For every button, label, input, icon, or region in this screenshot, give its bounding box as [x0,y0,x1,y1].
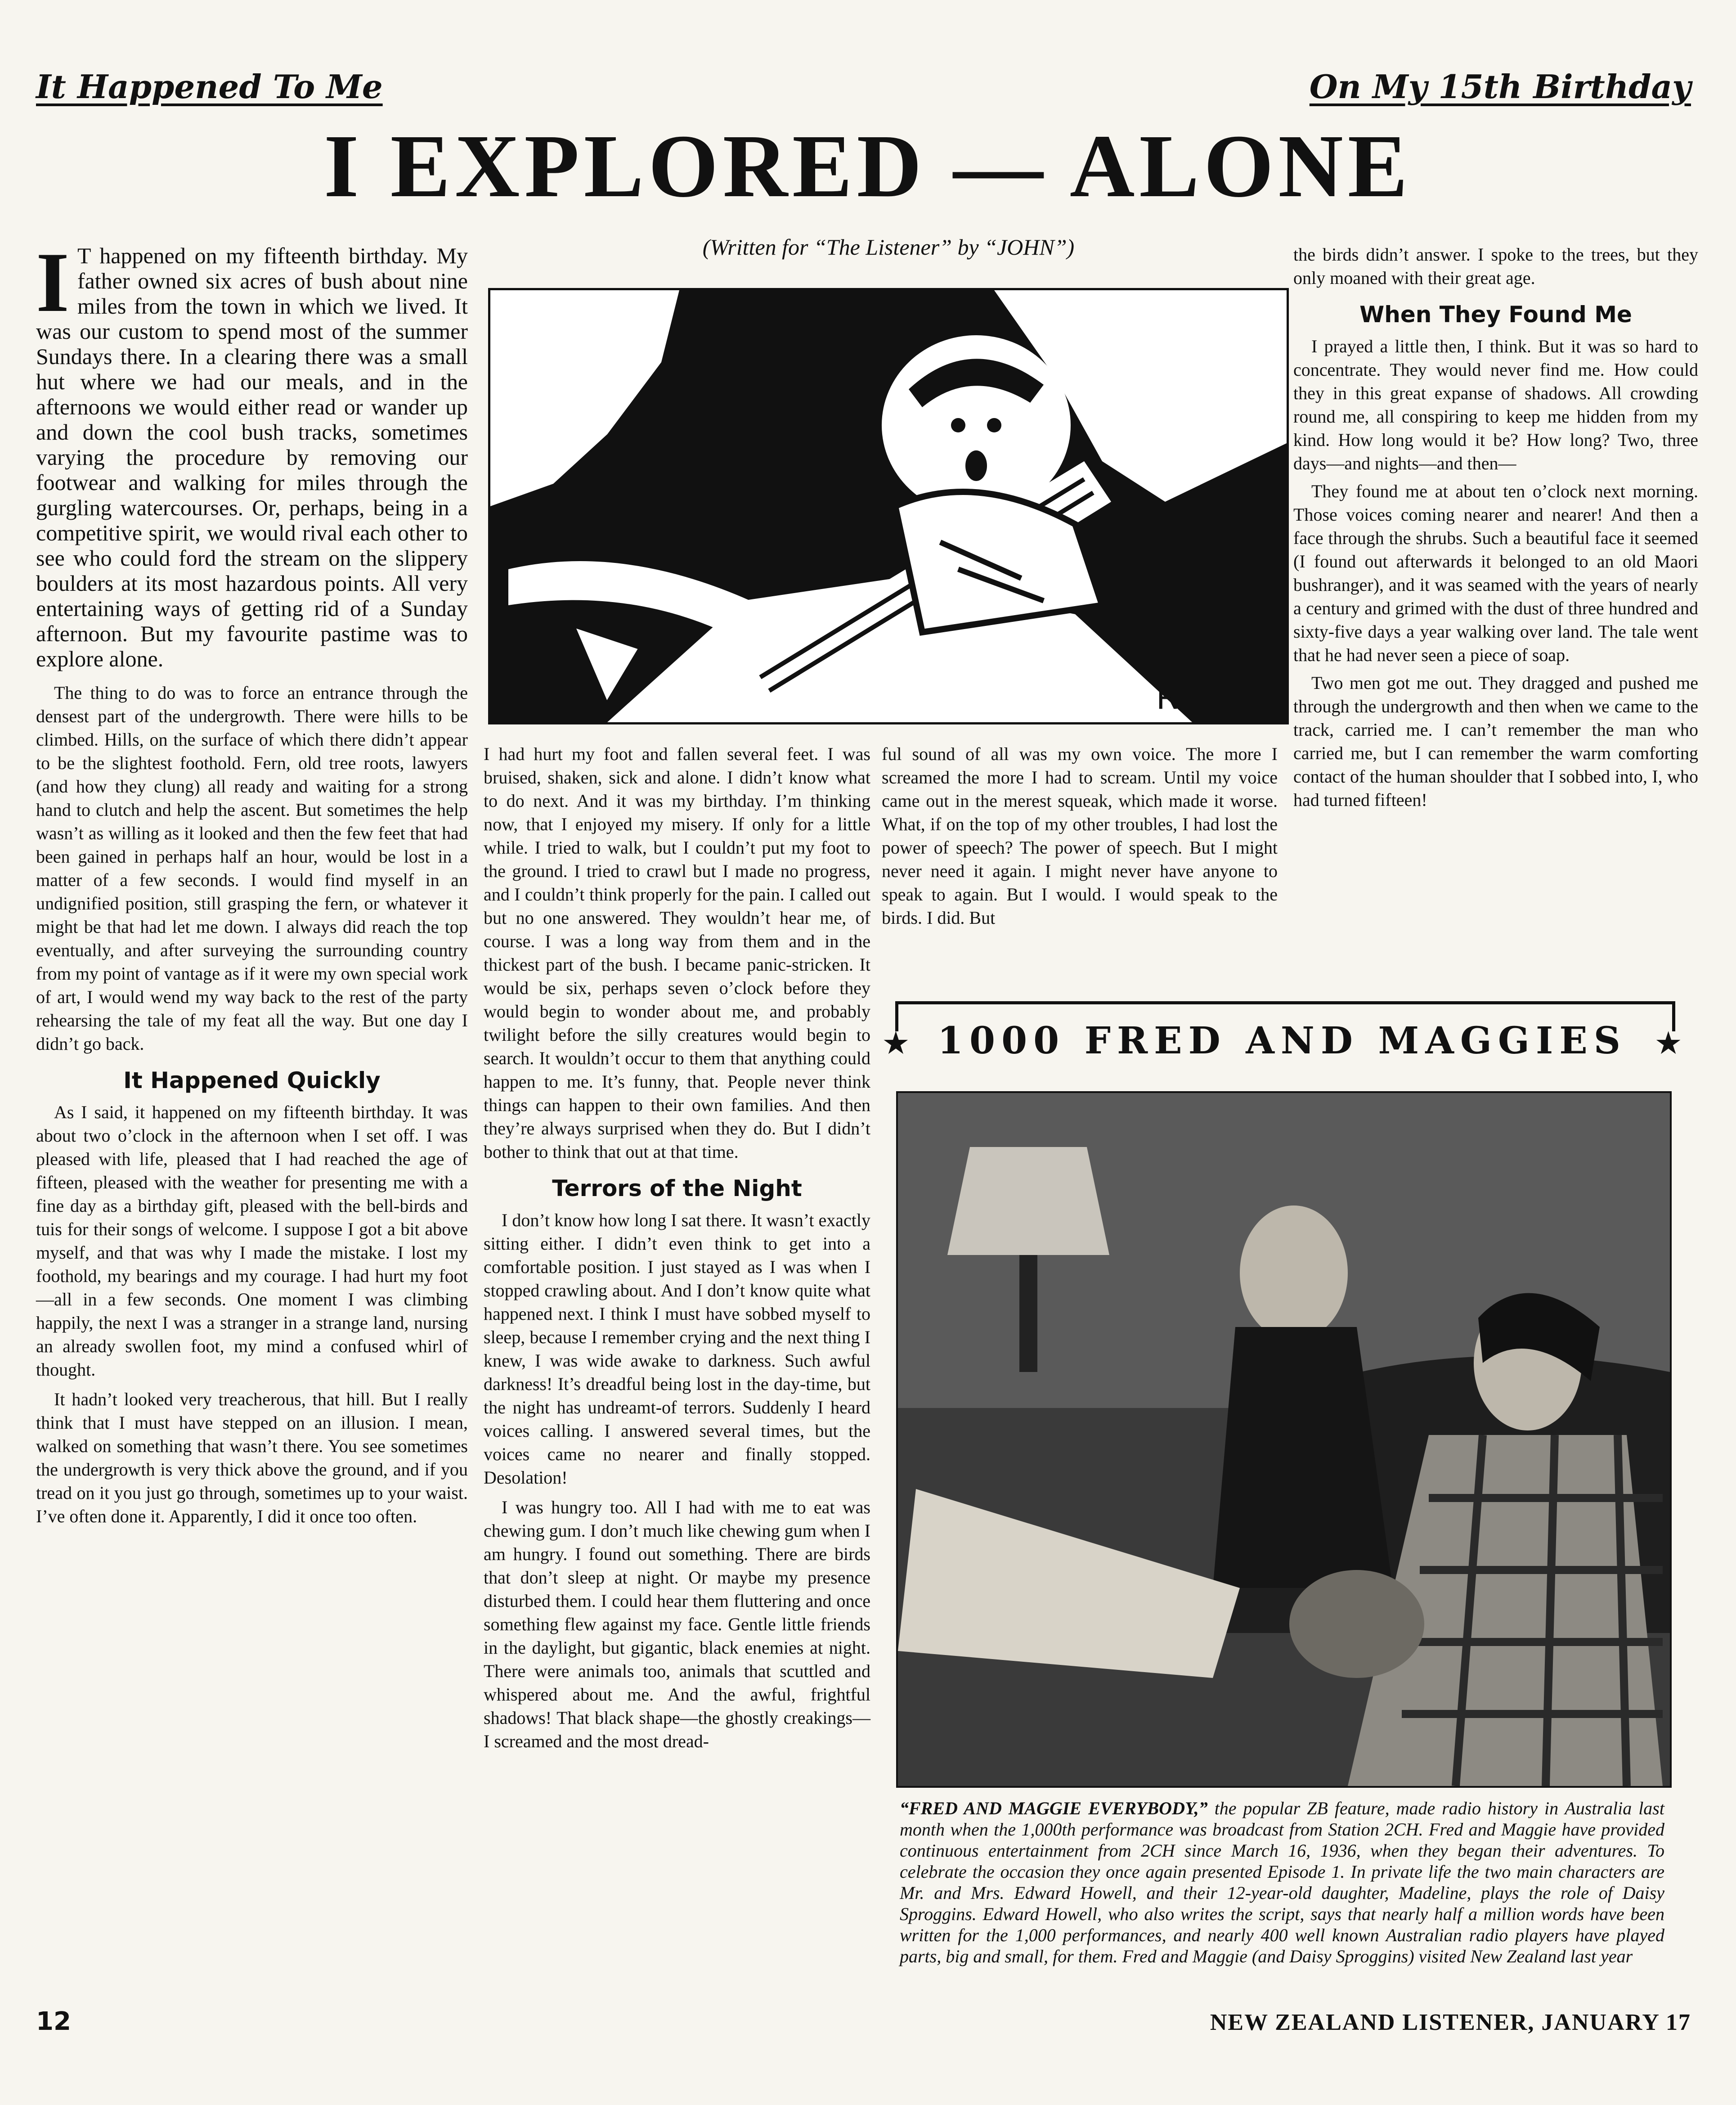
story-illustration [488,288,1289,724]
story-column-2 [484,742,870,1753]
page-number: 12 [36,2007,71,2036]
story-paragraph: the birds didn’t answer. I spoke to the trees, but they only moaned with their great age. [1293,244,1698,288]
caption-body: the popular ZB feature, made radio history in Australia last month when the 1,000th performance was broadcast from Station 2CH. Fred and Maggie have provided continuous entertainment from 2CH since March 16, 1936, when they began their adventures. To celebrate the occasion they once again presented Episode 1. In private life the two main characters are Mr. and Mrs. Edward Howell, and their 12-year-old daughter, Madeline, plays the role of Daisy Sproggins. Edward Howell, who also writes the script, says that nearly half a million words have been written for the 1,000 performances, and nearly 400 well known Australian radio players have played parts, big and small, for them. Fred and Maggie (and Daisy Sproggins) visited New Zealand last year [900,1798,1664,1966]
drop-cap: I [36,235,69,330]
story-paragraph: It hadn’t looked very treacherous, that hill. But I really think that I must have stepped on an illusion. I mean, walked on something that wasn’t there. You see sometimes the undergrowth is very thick above the ground, and if you tread on it you just go through, sometimes up to your waist. I’ve often done it. Apparently, I did it once too often. [36,1389,468,1526]
story-paragraph: They found me at about ten o’clock next morning. Those voices coming nearer and nearer! And then a face through the shrubs. Such a beautiful face it seemed (I found out afterwards it belonged to an old Maori bushranger), and it was seamed with the years of nearly a century and grimed with the dust of three hundred and sixty-five days a year walking over land. The tale went that he had never seen a piece of soap. [1293,481,1698,665]
story-lead-paragraph [36,235,468,671]
story-paragraph: Two men got me out. They dragged and pushed me through the undergrowth and then when we came to the track, carried me. I can’t remember the man who carried me, but I can remember the warm comforting contact of the human shoulder that I sobbed into, I, who had turned fifteen! [1293,673,1698,810]
subheading-terrors-of-the-night: Terrors of the Night [552,1175,802,1201]
boy-climbing-tree-drawing-icon [490,290,1287,722]
feature-photo [896,1091,1672,1788]
illustrator-signature: RC [1156,679,1199,716]
star-icon: ★ [882,1026,910,1061]
story-paragraph: I was hungry too. All I had with me to eat was chewing gum. I don’t much like chewing gum when I am hungry. I found out something. There are birds that don’t sleep at night. Or maybe my presence disturbed them. I could hear them fluttering and once something flew against my face. Gentle little friends in the daylight, but gigantic, black enemies at night. There were animals too, animals that scuttled and whispered about me. And the awful, frightful shadows! That black shape—the ghostly creakings—I screamed and the most dread- [484,1497,870,1751]
story-paragraph: I had hurt my foot and fallen several feet. I was bruised, shaken, sick and alone. I didn’t know what to do next. And it was my birthday. I’m thinking now, that I enjoyed my misery. If only for a little while. I tried to walk, but I couldn’t put my foot to the ground. I tried to crawl but I made no progress, and I couldn’t think properly for the pain. I called out but no one answered. They wouldn’t hear me, of course. I was a long way from them and in the thickest part of the bush. I became panic-stricken. It would be six, perhaps seven o’clock before they would begin to wonder about me, and probably twilight before the silly creatures would begin to search. It wouldn’t occur to them that anything could happen to me. It’s funny, that. People never think things can happen to their own families. And then they’re always surprised when they do. But I didn’t bother to think that out at that time. [484,744,870,1162]
byline: (Written for “The Listener” by “JOHN”) [702,234,1075,260]
story-column-1 [36,235,468,1528]
story-column-4 [1293,243,1698,812]
feature-caption [900,1798,1664,1967]
story-paragraph: I don’t know how long I sat there. It wasn’t exactly sitting either. I didn’t even think to get into a comfortable position. I just stayed as I was when I stopped crawling about. And I don’t know quite what happened next. I think I must have sobbed myself to sleep, because I remember crying and the next thing I knew, I was wide awake to darkness. Such awful darkness! It’s dreadful being lost in the day-time, but the night has undreamt-of terrors. Suddenly I heard voices calling. I answered several times, but the voices came no nearer and finally stopped. Desolation! [484,1210,870,1488]
feature-title: 1000 FRED AND MAGGIES [937,1019,1627,1062]
fred-and-maggie-feature [882,1001,1682,1966]
kicker-right: On My 15th Birthday [1309,67,1691,106]
story-paragraph: I prayed a little then, I think. But it was so hard to concentrate. They would never find me. How could they in this great expanse of shadows. All crowding round me, all conspiring to keep me hidden from my kind. How long would it be? How long? Two, three days—and nights—and then— [1293,336,1698,473]
story-paragraph: As I said, it happened on my fifteenth birthday. It was about two o’clock in the afternoon when I set off. I was pleased with life, pleased that I had reached the age of fifteen, pleased with the weather for presenting me with a fine day as a birthday gift, pleased with the bell-birds and tuis for their songs of welcome. I suppose I got a bit above myself, and that was why I made the mistake. I lost my foothold, my bearings and my courage. I had hurt my foot—all in a few seconds. One moment I was climbing happily, the next I was a stranger in a strange land, nursing an already swollen foot, my mind a confused whirl of thought. [36,1102,468,1380]
caption-lead: “FRED AND MAGGIE EVERYBODY,” [900,1798,1208,1818]
headline: I EXPLORED — ALONE [323,117,1413,216]
publication-footer: NEW ZEALAND LISTENER, JANUARY 17 [1210,2010,1691,2035]
star-icon: ★ [1654,1026,1682,1061]
fred-and-maggie-photo-icon [898,1093,1670,1786]
kicker-left: It Happened To Me [36,67,383,106]
story-column-3 [882,742,1278,930]
story-paragraph: ful sound of all was my own voice. The more I screamed the more I had to scream. Until my voice came out in the merest squeak, which made it worse. What, if on the top of my other troubles, I had lost the power of speech? The power of speech. But I might never need it again. I might never have anyone to speak to again. But I would. I would speak to the birds. I did. But [882,744,1278,928]
subheading-it-happened-quickly: It Happened Quickly [123,1067,381,1093]
lead-text: T happened on my fifteenth birthday. My father owned six acres of bush about nine miles from the town in which we lived. It was our custom to spend most of the summer Sundays there. In a clearing there was a small hut where we had our meals, and in the afternoons we would either read or wander up and down the cool bush tracks, sometimes varying the procedure by removing our footwear and walking for miles through the gurgling watercourses. Or, perhaps, being in a competitive spirit, we would rival each other to see who could ford the stream on the slippery boulders at its most hazardous points. All very entertaining ways of getting rid of a Sunday afternoon. But my favourite pastime was to explore alone. [36,243,468,671]
subheading-when-they-found-me: When They Found Me [1359,301,1632,328]
story-paragraph: The thing to do was to force an entrance through the densest part of the undergrowth. There were hills to be climbed. Hills, on the surface of which there didn’t appear to be the slightest foothold. Fern, old tree roots, lawyers (and how they clung) all ready and waiting for a strong hand to clutch and help the ascent. But sometimes the help wasn’t as willing as it looked and then the few feet that had been gained in perhaps half an hour, would be lost in a matter of a few seconds. I would find myself in an undignified position, still grasping the fern, or whatever it might be that had let me down. I always did reach the top eventually, and after surveying the surrounding country from my point of vantage as if it were my own special work of art, I would wend my way back to the rest of the party rehearsing the tale of my feat all the way. But one day I didn’t go back. [36,683,468,1054]
